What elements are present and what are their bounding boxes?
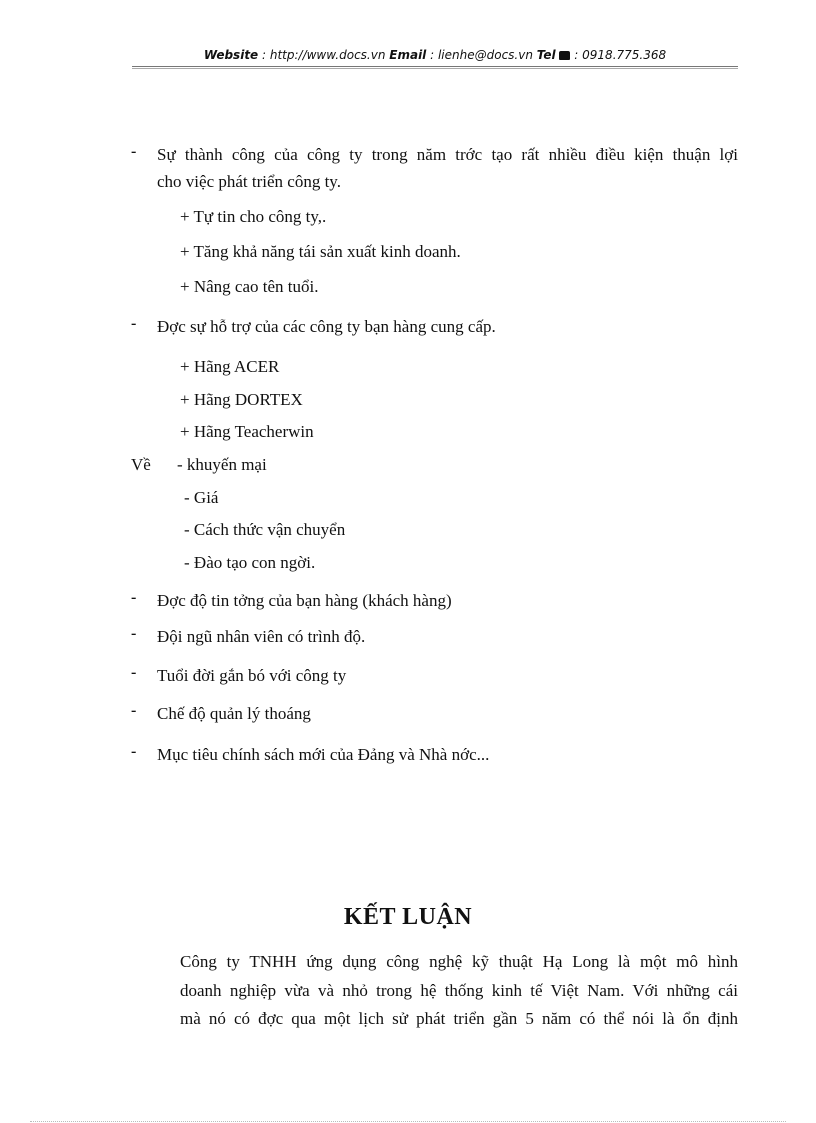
sub-item-1: + Tự tin cho công ty,. <box>180 207 327 226</box>
ve-item-2: - Giá <box>184 488 219 507</box>
conclusion-line2: doanh nghiệp vừa và nhỏ trong hệ thống kinh tế Việt Nam. Với những cái <box>180 981 738 1000</box>
website-label: Website <box>203 48 259 62</box>
page-header <box>132 48 738 62</box>
brand-2: + Hãng DORTEX <box>180 390 303 409</box>
bullet-2: - <box>131 315 137 332</box>
bullet-5: - <box>131 664 137 681</box>
brand-1: + Hãng ACER <box>180 357 280 376</box>
website-value: : http://www.docs.vn <box>258 48 390 62</box>
conclusion-line1: Công ty TNHH ứng dụng công nghệ kỹ thuật Hạ Long là một mô hình <box>180 952 738 971</box>
bullet-7: - <box>131 743 137 760</box>
bullet-3: - <box>131 589 137 606</box>
sub-item-3: + Nâng cao tên tuổi. <box>180 277 319 296</box>
ve-item-4: - Đào tạo con ngời. <box>184 553 316 572</box>
page-bottom-border <box>30 1121 786 1122</box>
p4-text: Đội ngũ nhân viên có trình độ. <box>157 627 366 646</box>
ve-item-1: - khuyến mại <box>177 455 267 474</box>
p1-line2: cho việc phát triển công ty. <box>157 172 341 191</box>
p5-text: Tuổi đời gắn bó với công ty <box>157 666 347 685</box>
tel-value: : 0918.775.368 <box>570 48 667 62</box>
p2-text: Đợc sự hỗ trợ của các công ty bạn hàng cung cấp. <box>157 317 496 336</box>
header-rule <box>132 66 738 69</box>
ve-item-3: - Cách thức vận chuyển <box>184 520 346 539</box>
brand-3: + Hãng Teacherwin <box>180 422 314 441</box>
tel-label: Tel <box>536 48 556 62</box>
phone-icon <box>559 51 570 60</box>
email-value: : lienhe@docs.vn <box>426 48 537 62</box>
conclusion-line3: mà nó có đợc qua một lịch sử phát triển gần 5 năm có thể nói là ổn định <box>180 1009 738 1028</box>
sub-item-2: + Tăng khả năng tái sản xuất kinh doanh. <box>180 242 461 261</box>
p6-text: Chế độ quản lý thoáng <box>157 704 311 723</box>
email-label: Email <box>389 48 427 62</box>
p7-text: Mục tiêu chính sách mới của Đảng và Nhà nớc... <box>157 745 490 764</box>
p3-text: Đợc độ tin tởng của bạn hàng (khách hàng) <box>157 591 452 610</box>
bullet-6: - <box>131 702 137 719</box>
bullet-1: - <box>131 143 137 160</box>
p1-line1: Sự thành công của công ty trong năm trớc tạo rất nhiều điều kiện thuận lợi <box>157 145 738 164</box>
bullet-4: - <box>131 625 137 642</box>
ve-label: Về <box>131 455 151 474</box>
conclusion-title: KẾT LUẬN <box>343 904 473 930</box>
